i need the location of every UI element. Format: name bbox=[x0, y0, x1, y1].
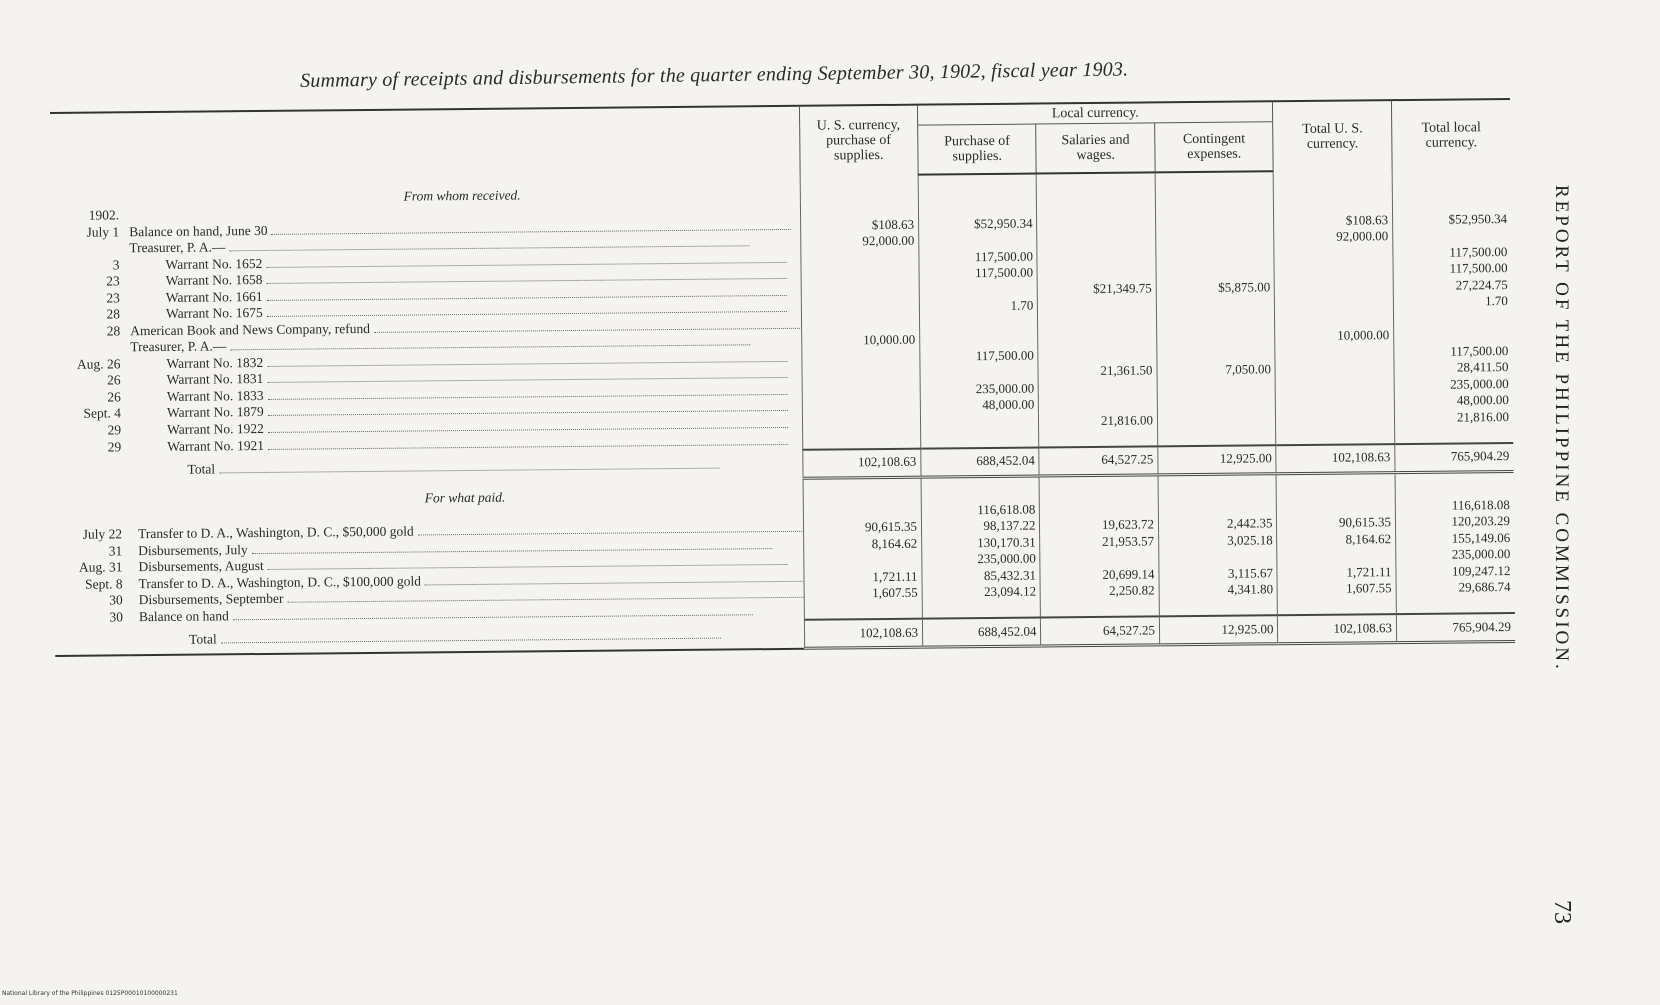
cell-tloc: 21,816.00 bbox=[1394, 408, 1513, 426]
cell-tus bbox=[1277, 547, 1396, 565]
cell-con: 2,442.35 bbox=[1158, 515, 1277, 533]
cell-us bbox=[800, 249, 919, 267]
cell-pur: 85,432.31 bbox=[922, 567, 1041, 585]
row-date bbox=[52, 339, 126, 356]
cell-sal bbox=[1037, 263, 1156, 281]
cell-tloc: 235,000.00 bbox=[1394, 375, 1513, 393]
footer-credit: National Library of the Philippines 0125P00010100000231 bbox=[2, 990, 178, 997]
cell-sal bbox=[1038, 329, 1157, 347]
cell-tloc: 116,618.08 bbox=[1395, 496, 1514, 514]
row-date bbox=[51, 240, 125, 257]
section-title: For what paid. bbox=[424, 489, 506, 506]
row-description: Balance on hand bbox=[138, 608, 229, 625]
cell-tus: 1,607.55 bbox=[1278, 580, 1397, 598]
row-date: 23 bbox=[106, 273, 120, 289]
cell-tloc: 27,224.75 bbox=[1393, 276, 1512, 294]
total-sal: 64,527.25 bbox=[1039, 446, 1158, 476]
row-description: Warrant No. 1658 bbox=[165, 271, 263, 288]
row-description: Warrant No. 1922 bbox=[167, 420, 264, 437]
leader-dots bbox=[268, 410, 788, 416]
cell-con bbox=[1157, 378, 1276, 396]
row-description: Warrant No. 1879 bbox=[166, 403, 264, 420]
side-header: REPORT OF THE PHILIPPINE COMMISSION. bbox=[1551, 185, 1572, 672]
leader-dots bbox=[266, 261, 786, 267]
cell-pur: 235,000.00 bbox=[922, 551, 1041, 569]
cell-pur: 1.70 bbox=[919, 298, 1038, 316]
leader-dots bbox=[267, 377, 787, 383]
cell-us bbox=[801, 365, 920, 383]
row-date: Sept. 8 bbox=[84, 575, 123, 592]
cell-us: 90,615.35 bbox=[803, 519, 922, 537]
cell-con: 7,050.00 bbox=[1157, 361, 1276, 379]
cell-tloc: 117,500.00 bbox=[1394, 342, 1513, 360]
cell-sal bbox=[1037, 197, 1156, 215]
summary-table bbox=[50, 98, 1515, 657]
row-date: 26 bbox=[107, 372, 121, 388]
cell-con bbox=[1157, 328, 1276, 346]
cell-tus bbox=[1274, 261, 1393, 279]
cell-pur bbox=[921, 430, 1040, 449]
leader-dots bbox=[267, 294, 787, 300]
cell-sal bbox=[1038, 346, 1157, 364]
cell-con bbox=[1156, 246, 1275, 264]
row-description: Warrant No. 1832 bbox=[166, 354, 264, 371]
cell-sal bbox=[1041, 599, 1160, 618]
cell-tloc: 155,149.06 bbox=[1396, 529, 1515, 547]
leader-dots bbox=[418, 529, 803, 535]
cell-sal: 20,699.14 bbox=[1040, 566, 1159, 584]
cell-tus bbox=[1275, 294, 1394, 312]
leader-dots bbox=[252, 548, 772, 554]
total-label: Total bbox=[189, 630, 217, 647]
cell-tus: 90,615.35 bbox=[1277, 514, 1396, 532]
cell-con bbox=[1159, 598, 1278, 617]
cell-pur: $52,950.34 bbox=[919, 215, 1038, 233]
header-purchase: Purchase of supplies. bbox=[918, 124, 1037, 175]
cell-tus: 10,000.00 bbox=[1275, 327, 1394, 345]
cell-us bbox=[803, 502, 922, 520]
total-pur: 688,452.04 bbox=[921, 447, 1040, 477]
row-date: 28 bbox=[106, 306, 121, 322]
cell-sal: 21,361.50 bbox=[1038, 362, 1157, 380]
cell-con: 4,341.80 bbox=[1159, 581, 1278, 599]
cell-tloc: 117,500.00 bbox=[1393, 260, 1512, 278]
total-tus: 102,108.63 bbox=[1278, 614, 1397, 644]
leader-dots bbox=[219, 467, 719, 473]
cell-sal: 21,816.00 bbox=[1039, 412, 1158, 430]
cell-con bbox=[1156, 295, 1275, 313]
row-date: 30 bbox=[109, 592, 123, 608]
row-date: 29 bbox=[107, 438, 122, 454]
cell-us bbox=[802, 398, 921, 416]
row-date bbox=[54, 510, 128, 527]
cell-sal bbox=[1037, 247, 1156, 265]
cell-con bbox=[1156, 312, 1275, 330]
cell-sal bbox=[1039, 379, 1158, 397]
row-date: 31 bbox=[108, 542, 123, 558]
row-date: 30 bbox=[109, 609, 123, 625]
row-date: 3 bbox=[112, 256, 120, 272]
leader-dots bbox=[268, 443, 788, 449]
cell-sal bbox=[1038, 296, 1157, 314]
row-description: Disbursements, September bbox=[138, 590, 284, 608]
cell-pur bbox=[919, 314, 1038, 332]
row-description: Disbursements, August bbox=[138, 557, 264, 575]
cell-tus: 92,000.00 bbox=[1274, 228, 1393, 246]
cell-sal bbox=[1038, 313, 1157, 331]
cell-con bbox=[1155, 196, 1274, 214]
row-date: Aug. 26 bbox=[76, 355, 121, 372]
cell-pur bbox=[919, 232, 1038, 250]
table-body bbox=[51, 169, 1515, 655]
header-total-us: Total U. S. currency. bbox=[1273, 100, 1392, 171]
cell-con bbox=[1156, 262, 1275, 280]
cell-tus: 8,164.62 bbox=[1277, 531, 1396, 549]
cell-tloc: 235,000.00 bbox=[1396, 546, 1515, 564]
total-sal: 64,527.25 bbox=[1041, 616, 1160, 646]
row-date: 23 bbox=[106, 289, 120, 305]
cell-pur: 117,500.00 bbox=[919, 265, 1038, 283]
summary-table-container bbox=[50, 98, 1515, 657]
cell-tloc bbox=[1393, 227, 1512, 245]
cell-us: 10,000.00 bbox=[801, 332, 920, 350]
total-label: Total bbox=[187, 460, 216, 477]
cell-us bbox=[803, 552, 922, 570]
cell-tloc: 117,500.00 bbox=[1393, 243, 1512, 261]
cell-pur: 235,000.00 bbox=[920, 380, 1039, 398]
cell-con: $5,875.00 bbox=[1156, 279, 1275, 297]
row-date: July 22 bbox=[82, 526, 123, 542]
cell-pur: 117,500.00 bbox=[920, 347, 1039, 365]
cell-sal bbox=[1039, 428, 1158, 447]
cell-us bbox=[801, 348, 920, 366]
row-description: Treasurer, P. A.— bbox=[129, 239, 226, 256]
cell-pur: 116,618.08 bbox=[921, 501, 1040, 519]
leader-dots bbox=[425, 579, 804, 585]
leader-dots bbox=[221, 637, 721, 643]
cell-con bbox=[1156, 229, 1275, 247]
total-tloc: 765,904.29 bbox=[1396, 613, 1515, 643]
cell-pur bbox=[922, 600, 1041, 619]
row-date: Aug. 31 bbox=[78, 559, 123, 575]
cell-tus bbox=[1274, 195, 1393, 213]
row-date: 1902. bbox=[88, 207, 120, 223]
leader-dots bbox=[268, 393, 788, 399]
leader-dots bbox=[229, 245, 749, 251]
cell-us bbox=[802, 414, 921, 432]
cell-sal: 19,623.72 bbox=[1040, 516, 1159, 534]
leader-dots bbox=[230, 344, 750, 350]
cell-tus bbox=[1276, 426, 1395, 445]
cell-tus bbox=[1275, 344, 1394, 362]
cell-pur bbox=[918, 199, 1037, 217]
total-con: 12,925.00 bbox=[1159, 615, 1278, 645]
cell-us: 92,000.00 bbox=[800, 233, 919, 251]
cell-us bbox=[801, 282, 920, 300]
cell-pur bbox=[920, 364, 1039, 382]
cell-tloc: 1.70 bbox=[1393, 293, 1512, 311]
cell-con: 3,115.67 bbox=[1159, 565, 1278, 583]
cell-sal: $21,349.75 bbox=[1038, 280, 1157, 298]
cell-tloc: 28,411.50 bbox=[1394, 359, 1513, 377]
cell-tus bbox=[1275, 311, 1394, 329]
leader-dots bbox=[233, 614, 753, 620]
leader-dots bbox=[287, 597, 803, 603]
cell-sal: 2,250.82 bbox=[1041, 582, 1160, 600]
row-description: Warrant No. 1921 bbox=[167, 437, 265, 454]
cell-sal: 21,953.57 bbox=[1040, 533, 1159, 551]
cell-sal bbox=[1037, 214, 1156, 232]
cell-tloc: $52,950.34 bbox=[1392, 210, 1511, 228]
leader-dots bbox=[268, 564, 788, 570]
cell-tus bbox=[1276, 410, 1395, 428]
row-date: 26 bbox=[107, 388, 121, 404]
header-salaries: Salaries and wages. bbox=[1036, 123, 1155, 174]
cell-tus bbox=[1275, 360, 1394, 378]
cell-us bbox=[804, 601, 923, 620]
row-description: Warrant No. 1833 bbox=[166, 387, 264, 404]
row-description: American Book and News Company, refund bbox=[130, 320, 371, 338]
page-number: 73 bbox=[1549, 900, 1575, 924]
cell-con bbox=[1157, 411, 1276, 429]
cell-us bbox=[800, 200, 919, 218]
cell-tus: $108.63 bbox=[1274, 212, 1393, 230]
header-contingent: Contingent expenses. bbox=[1155, 122, 1274, 173]
cell-sal bbox=[1039, 395, 1158, 413]
row-date: 28 bbox=[106, 322, 121, 338]
total-us: 102,108.63 bbox=[802, 448, 921, 478]
cell-us bbox=[802, 381, 921, 399]
total-tus: 102,108.63 bbox=[1276, 444, 1395, 474]
cell-us: 1,607.55 bbox=[804, 585, 923, 603]
leader-dots bbox=[272, 228, 792, 234]
leader-dots bbox=[374, 326, 801, 332]
cell-con bbox=[1155, 213, 1274, 231]
cell-tus: 1,721.11 bbox=[1277, 564, 1396, 582]
cell-con bbox=[1157, 345, 1276, 363]
total-tloc: 765,904.29 bbox=[1395, 442, 1514, 472]
row-description: Warrant No. 1661 bbox=[165, 288, 263, 305]
cell-pur: 48,000.00 bbox=[920, 397, 1039, 415]
cell-us bbox=[802, 431, 921, 450]
cell-sal bbox=[1037, 230, 1156, 248]
cell-con bbox=[1157, 394, 1276, 412]
row-description: Transfer to D. A., Washington, D. C., $100,000 gold bbox=[138, 572, 422, 591]
cell-tloc bbox=[1392, 194, 1511, 212]
cell-us: $108.63 bbox=[800, 216, 919, 234]
cell-tus bbox=[1274, 245, 1393, 263]
total-us: 102,108.63 bbox=[804, 619, 923, 649]
cell-sal bbox=[1040, 549, 1159, 567]
row-date: July 1 bbox=[86, 223, 120, 240]
cell-pur bbox=[920, 331, 1039, 349]
leader-dots bbox=[266, 278, 786, 284]
cell-pur: 98,137.22 bbox=[921, 518, 1040, 536]
cell-us bbox=[801, 315, 920, 333]
cell-us bbox=[801, 299, 920, 317]
cell-tus bbox=[1276, 377, 1395, 395]
header-blank bbox=[50, 106, 800, 183]
cell-tus bbox=[1276, 393, 1395, 411]
row-description: Warrant No. 1675 bbox=[165, 304, 263, 321]
header-local-currency: Local currency. bbox=[917, 101, 1273, 125]
cell-tloc bbox=[1396, 595, 1515, 614]
row-description: Balance on hand, June 30 bbox=[129, 222, 268, 239]
row-description: Transfer to D. A., Washington, D. C., $50,000 gold bbox=[138, 523, 414, 542]
leader-dots bbox=[267, 360, 787, 366]
cell-us: 8,164.62 bbox=[803, 535, 922, 553]
row-date: 29 bbox=[107, 421, 122, 437]
row-date: Sept. 4 bbox=[83, 405, 122, 421]
leader-dots bbox=[268, 426, 788, 432]
cell-con bbox=[1158, 427, 1277, 446]
header-us-currency: U. S. currency, purchase of supplies. bbox=[799, 105, 918, 176]
section-title: From whom received. bbox=[403, 186, 521, 204]
cell-tloc: 48,000.00 bbox=[1394, 392, 1513, 410]
cell-pur: 23,094.12 bbox=[922, 584, 1041, 602]
leader-dots bbox=[267, 311, 787, 317]
cell-pur bbox=[919, 281, 1038, 299]
cell-con: 3,025.18 bbox=[1159, 532, 1278, 550]
row-description: Treasurer, P. A.— bbox=[130, 338, 227, 355]
header-total-local: Total local currency. bbox=[1391, 99, 1510, 170]
row-description: Warrant No. 1652 bbox=[165, 255, 263, 272]
cell-pur: 130,170.31 bbox=[922, 534, 1041, 552]
cell-tloc: 29,686.74 bbox=[1396, 579, 1515, 597]
cell-tus bbox=[1278, 597, 1397, 616]
row-description: Disbursements, July bbox=[138, 541, 248, 558]
cell-tus bbox=[1277, 498, 1396, 516]
cell-tloc bbox=[1393, 309, 1512, 327]
cell-sal bbox=[1040, 500, 1159, 518]
cell-tloc bbox=[1394, 326, 1513, 344]
total-con: 12,925.00 bbox=[1158, 445, 1277, 475]
cell-tloc: 109,247.12 bbox=[1396, 562, 1515, 580]
cell-tloc bbox=[1395, 425, 1514, 444]
page-title: Summary of receipts and disbursements for the quarter ending September 30, 1902, fiscal year 1903. bbox=[300, 58, 1129, 92]
cell-us bbox=[801, 266, 920, 284]
cell-tloc: 120,203.29 bbox=[1395, 513, 1514, 531]
cell-us: 1,721.11 bbox=[803, 568, 922, 586]
cell-tus bbox=[1275, 278, 1394, 296]
total-pur: 688,452.04 bbox=[922, 618, 1041, 648]
cell-pur: 117,500.00 bbox=[919, 248, 1038, 266]
row-description: Warrant No. 1831 bbox=[166, 370, 264, 387]
cell-con bbox=[1159, 548, 1278, 566]
cell-con bbox=[1158, 499, 1277, 517]
cell-pur bbox=[920, 413, 1039, 431]
